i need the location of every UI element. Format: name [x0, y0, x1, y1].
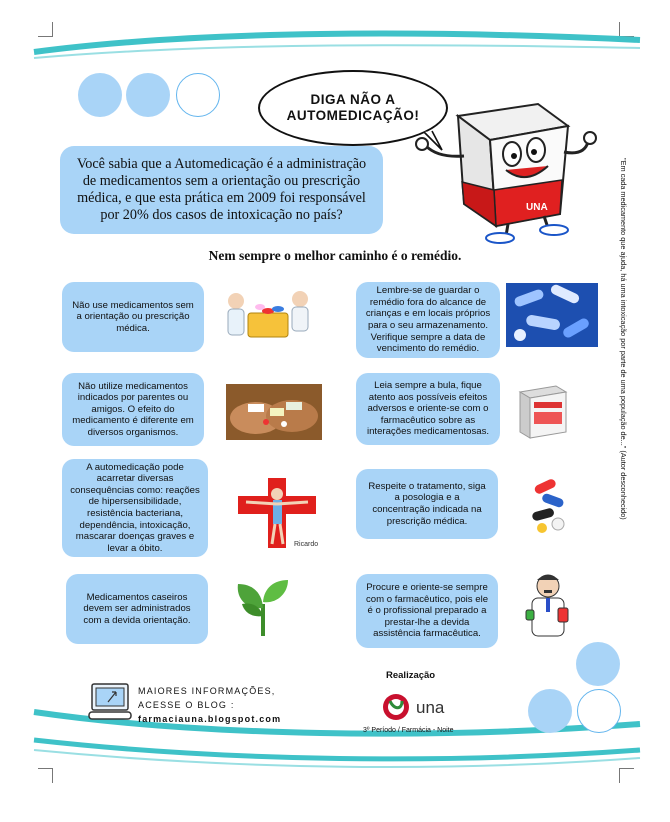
- speech-bubble-text: DIGA NÃO A AUTOMEDICAÇÃO!: [286, 92, 420, 123]
- tip-text: A automedicação pode acarretar diversas consequências como: reações de hipersensibilidade, resistência bacteriana, dependência, intoxicação, mascarar doenças graves e levar a óbito.: [70, 461, 200, 554]
- decor-circle-ring: [577, 689, 621, 733]
- hands-with-medicines-photo: [226, 384, 322, 440]
- laptop-icon: [88, 682, 132, 722]
- tip-text: Não use medicamentos sem a orientação ou prescrição médica.: [72, 299, 194, 334]
- tip-box-left-1: [62, 282, 204, 352]
- capsules-illustration: [528, 478, 572, 536]
- plant-sprout-icon: [232, 576, 294, 638]
- tip-box-right-1: [356, 282, 500, 358]
- tip-box-left-2: [62, 373, 204, 446]
- decor-circle: [78, 73, 122, 117]
- una-logo-text: una: [416, 698, 445, 717]
- tip-box-right-3: [356, 469, 498, 539]
- mascot-pill-box-illustration: [408, 86, 598, 246]
- tip-text: Respeite o tratamento, siga a posologia e a concentração indicada na prescrição médica.: [368, 480, 486, 527]
- svg-text:Ricardo: Ricardo: [294, 541, 319, 548]
- mascot-label: UNA: [526, 202, 548, 213]
- pill-crucifix-illustration: [232, 474, 320, 552]
- blog-link[interactable]: farmaciauna.blogspot.com: [138, 714, 282, 724]
- tip-box-right-2: [356, 373, 500, 445]
- blue-pills-photo: [506, 283, 598, 347]
- footer-info-line2: ACESSE O BLOG :: [138, 700, 235, 710]
- tip-box-left-3: [62, 459, 208, 557]
- decor-circle: [126, 73, 170, 117]
- decor-circle: [528, 689, 572, 733]
- top-wave-decoration: [0, 0, 670, 70]
- tip-text: Procure e oriente-se sempre com o farmacêutico, pois ele é o profissional preparado a prestar-lhe a devida assistência farmacêutica.: [365, 582, 489, 640]
- tip-text: Leia sempre a bula, fique atento aos possíveis efeitos adversos e oriente-se com o farmacêutico sobre as interações medicamentosas.: [366, 380, 490, 438]
- tip-box-right-4: [356, 574, 498, 648]
- doctors-with-pills-illustration: [218, 285, 318, 345]
- medicine-box-photo: [516, 382, 570, 440]
- tip-text: Medicamentos caseiros devem ser administrados com a devida orientação.: [83, 591, 191, 626]
- footer-info: [138, 684, 281, 726]
- decor-circle: [576, 642, 620, 686]
- decor-circle-ring: [176, 73, 220, 117]
- intro-text: Você sabia que a Automedicação é a administração de medicamentos sem a orientação ou prescrição médica, e que esta prática em 2009 foi responsável por 20% dos casos de intoxicação no país?: [76, 156, 367, 223]
- footer-info-line1: MAIORES INFORMAÇÕES,: [138, 686, 276, 696]
- realizacao-label: Realização: [386, 670, 436, 681]
- intro-box: [60, 146, 383, 234]
- tip-box-left-4: [66, 574, 208, 644]
- tip-text: Não utilize medicamentos indicados por parentes ou amigos. O efeito do medicamento é diferente em diversos organismos.: [72, 380, 194, 438]
- periodo-label: 3º Período / Farmácia - Noite: [363, 727, 454, 734]
- headline: Nem sempre o melhor caminho é o remédio.: [208, 248, 462, 263]
- pharmacist-cartoon-illustration: [520, 570, 576, 640]
- tip-text: Lembre-se de guardar o remédio fora do alcance de crianças e em locais próprios para o seu armazenamento. Verifique sempre a data de vencimento do remédio.: [365, 285, 491, 355]
- vertical-note-text: "Em cada medicamento que ajuda, há uma intoxicação por parte de uma população de..." (Autor desconhecido): [619, 158, 628, 520]
- una-logo: [380, 690, 466, 724]
